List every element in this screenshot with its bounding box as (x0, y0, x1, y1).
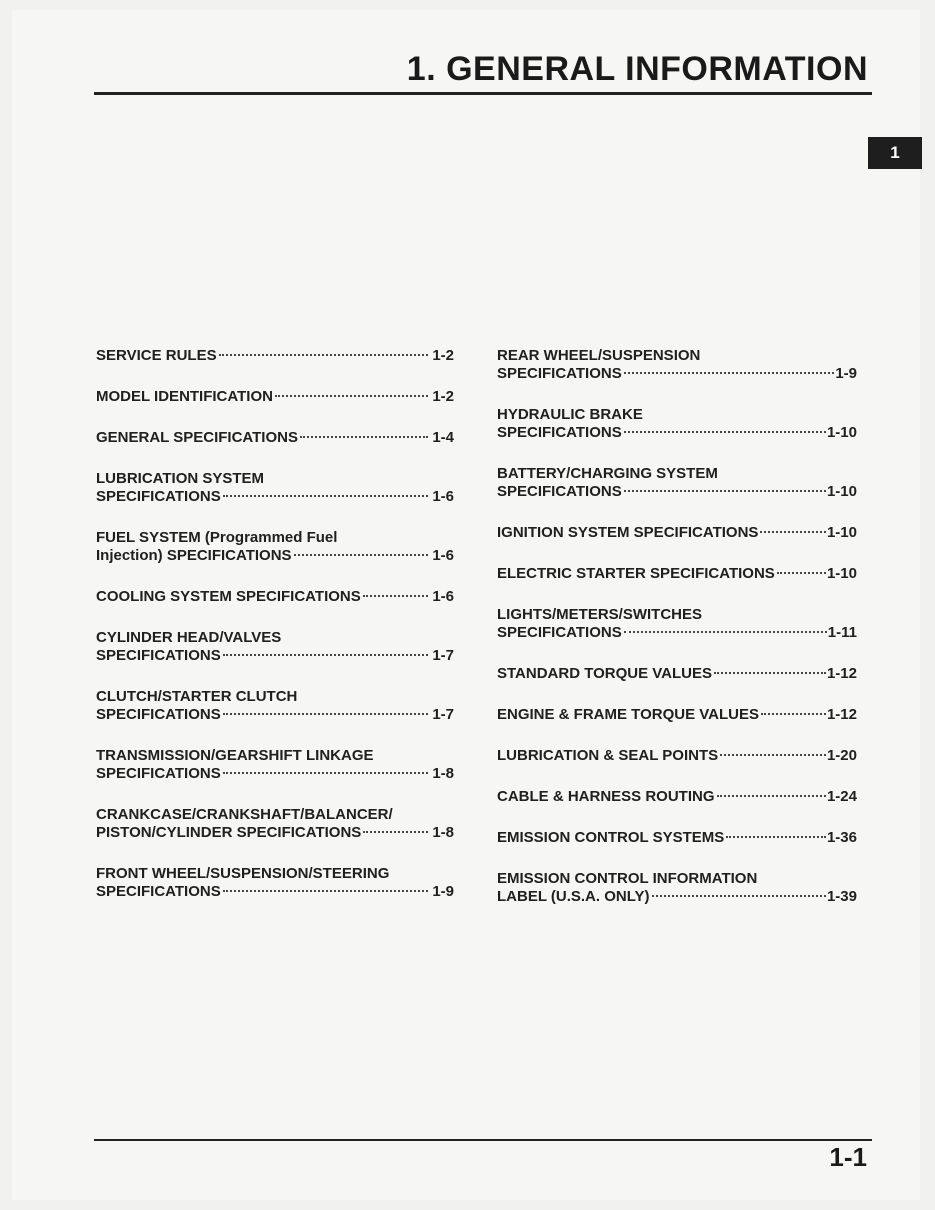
toc-entry-page: 1-7 (432, 706, 454, 723)
toc-entry[interactable] (96, 529, 454, 565)
dot-leader (652, 895, 826, 897)
dot-leader (717, 795, 826, 797)
page-number: 1-1 (829, 1142, 867, 1172)
dot-leader (363, 595, 429, 597)
toc-entry[interactable] (96, 347, 454, 365)
dot-leader (363, 831, 428, 833)
toc-entry-title-line: SPECIFICATIONS (96, 488, 221, 505)
toc-entry-title-line: CYLINDER HEAD/VALVES (96, 629, 282, 646)
toc-entry-title-line: REAR WHEEL/SUSPENSION (497, 347, 701, 364)
toc-entry-title-line: EMISSION CONTROL SYSTEMS (497, 829, 725, 846)
toc-entry-title-line: CLUTCH/STARTER CLUTCH (96, 688, 298, 705)
toc-entry-title-line: COOLING SYSTEM SPECIFICATIONS (96, 588, 361, 605)
toc-entry-page: 1-7 (432, 647, 454, 664)
toc-entry-page: 1-8 (432, 765, 454, 782)
toc-entry-title-line: EMISSION CONTROL INFORMATION (497, 870, 758, 887)
dot-leader (624, 372, 835, 374)
dot-leader (223, 654, 429, 656)
toc-entry[interactable] (96, 470, 454, 506)
header-rule (94, 92, 872, 95)
toc-entry-page: 1-9 (432, 883, 454, 900)
toc-entry[interactable] (497, 788, 857, 806)
toc-entry-page: 1-6 (432, 488, 454, 505)
contents-left-column (96, 347, 454, 924)
dot-leader (760, 531, 826, 533)
toc-entry-title-line: SPECIFICATIONS (96, 765, 221, 782)
toc-entry[interactable] (497, 870, 857, 906)
dot-leader (761, 713, 826, 715)
toc-entry-page: 1-12 (826, 706, 857, 723)
dot-leader (223, 772, 429, 774)
toc-entry-title-line: HYDRAULIC BRAKE (497, 406, 643, 423)
toc-entry-title-line: TRANSMISSION/GEARSHIFT LINKAGE (96, 747, 374, 764)
toc-entry-title-line: SPECIFICATIONS (497, 624, 622, 641)
toc-entry-title-line: FRONT WHEEL/SUSPENSION/STEERING (96, 865, 390, 882)
toc-entry-page: 1-6 (432, 547, 454, 564)
chapter-title: 1. GENERAL INFORMATION (406, 50, 868, 88)
toc-entry-title-line: SPECIFICATIONS (497, 483, 622, 500)
toc-entry-title-line: SERVICE RULES (96, 347, 217, 364)
toc-entry-title-line: CRANKCASE/CRANKSHAFT/BALANCER/ (96, 806, 393, 823)
toc-entry[interactable] (497, 347, 857, 383)
dot-leader (777, 572, 826, 574)
toc-entry[interactable] (96, 388, 454, 406)
toc-entry-page: 1-6 (432, 588, 454, 605)
toc-entry-title-line: MODEL IDENTIFICATION (96, 388, 273, 405)
toc-entry[interactable] (96, 806, 454, 842)
footer-rule (94, 1139, 872, 1141)
toc-entry-page: 1-20 (826, 747, 857, 764)
dot-leader (300, 436, 428, 438)
toc-entry-title-line: LUBRICATION & SEAL POINTS (497, 747, 719, 764)
toc-entry-title-line: LABEL (U.S.A. ONLY) (497, 888, 650, 905)
dot-leader (294, 554, 429, 556)
toc-entry[interactable] (96, 588, 454, 606)
toc-entry[interactable] (96, 747, 454, 783)
toc-entry-page: 1-36 (826, 829, 857, 846)
dot-leader (275, 395, 428, 397)
toc-entry-title-line: PISTON/CYLINDER SPECIFICATIONS (96, 824, 362, 841)
toc-entry[interactable] (497, 406, 857, 442)
toc-entry-title-line: LUBRICATION SYSTEM (96, 470, 265, 487)
dot-leader (624, 431, 826, 433)
toc-entry-page: 1-11 (827, 624, 857, 641)
toc-entry-page: 1-2 (432, 347, 454, 364)
toc-entry-page: 1-24 (826, 788, 857, 805)
toc-entry-page: 1-9 (835, 365, 857, 382)
toc-entry[interactable] (96, 629, 454, 665)
dot-leader (223, 495, 429, 497)
toc-entry[interactable] (497, 565, 857, 583)
dot-leader (624, 490, 826, 492)
toc-entry-title-line: LIGHTS/METERS/SWITCHES (497, 606, 703, 623)
toc-entry[interactable] (497, 524, 857, 542)
toc-entry[interactable] (96, 865, 454, 901)
toc-entry[interactable] (497, 706, 857, 724)
toc-entry-title-line: FUEL SYSTEM (Programmed Fuel (96, 529, 338, 546)
toc-entry[interactable] (497, 747, 857, 765)
toc-entry-page: 1-12 (826, 665, 857, 682)
chapter-tab[interactable]: 1 (868, 137, 922, 169)
toc-entry-page: 1-10 (826, 483, 857, 500)
toc-entry-page: 1-8 (432, 824, 454, 841)
toc-entry-title-line: SPECIFICATIONS (497, 424, 622, 441)
toc-entry[interactable] (497, 606, 857, 642)
toc-entry[interactable] (96, 429, 454, 447)
toc-entry-title-line: SPECIFICATIONS (96, 883, 221, 900)
toc-entry[interactable] (497, 665, 857, 683)
toc-entry-title-line: STANDARD TORQUE VALUES (497, 665, 713, 682)
toc-entry-title-line: SPECIFICATIONS (96, 706, 221, 723)
dot-leader (624, 631, 827, 633)
dot-leader (223, 890, 429, 892)
dot-leader (714, 672, 826, 674)
toc-entry-title-line: SPECIFICATIONS (96, 647, 221, 664)
toc-entry-page: 1-4 (432, 429, 454, 446)
dot-leader (219, 354, 429, 356)
toc-entry-page: 1-2 (432, 388, 454, 405)
toc-entry[interactable] (497, 829, 857, 847)
dot-leader (223, 713, 429, 715)
dot-leader (726, 836, 826, 838)
toc-entry-title-line: IGNITION SYSTEM SPECIFICATIONS (497, 524, 759, 541)
toc-entry-title-line: GENERAL SPECIFICATIONS (96, 429, 298, 446)
toc-entry-title-line: ENGINE & FRAME TORQUE VALUES (497, 706, 759, 723)
toc-entry-page: 1-10 (826, 524, 857, 541)
toc-entry-title-line: CABLE & HARNESS ROUTING (497, 788, 715, 805)
toc-entry-page: 1-39 (826, 888, 857, 905)
toc-entry[interactable] (497, 465, 857, 501)
dot-leader (720, 754, 826, 756)
toc-entry-page: 1-10 (826, 565, 857, 582)
toc-entry[interactable] (96, 688, 454, 724)
toc-entry-page: 1-10 (826, 424, 857, 441)
toc-entry-title-line: BATTERY/CHARGING SYSTEM (497, 465, 718, 482)
contents-right-column (497, 347, 857, 929)
toc-entry-title-line: ELECTRIC STARTER SPECIFICATIONS (497, 565, 775, 582)
toc-entry-title-line: Injection) SPECIFICATIONS (96, 547, 292, 564)
toc-entry-title-line: SPECIFICATIONS (497, 365, 622, 382)
